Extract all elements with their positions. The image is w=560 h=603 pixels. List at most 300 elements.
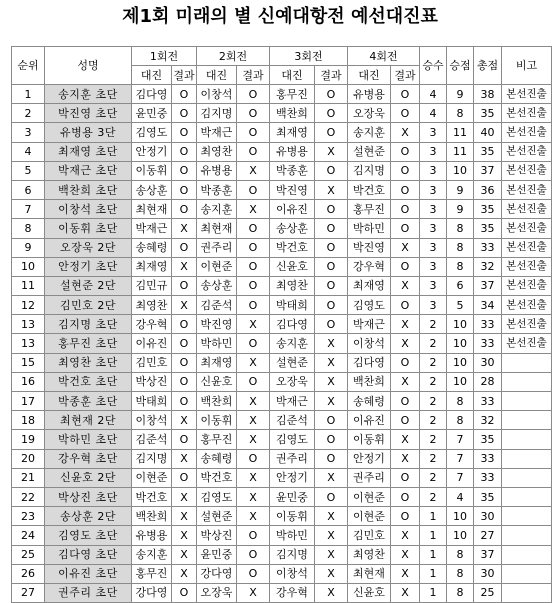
opponent-cell: 박상진 bbox=[197, 526, 237, 545]
result-cell: O bbox=[237, 449, 270, 468]
result-cell: O bbox=[391, 200, 420, 219]
rank-cell: 4 bbox=[12, 142, 45, 161]
result-cell: O bbox=[172, 392, 197, 411]
total-cell: 30 bbox=[474, 564, 502, 583]
opponent-cell: 강우혁 bbox=[270, 583, 315, 602]
header-result: 결과 bbox=[391, 66, 420, 85]
result-cell: O bbox=[172, 161, 197, 180]
result-cell: O bbox=[237, 372, 270, 391]
player-name-cell: 박건호 초단 bbox=[45, 372, 132, 391]
player-name-cell: 이동휘 초단 bbox=[45, 219, 132, 238]
note-cell bbox=[502, 545, 552, 564]
results-table bbox=[11, 46, 552, 603]
wins-cell: 3 bbox=[420, 200, 447, 219]
result-cell: O bbox=[237, 85, 270, 104]
opponent-cell: 이현준 bbox=[132, 468, 172, 487]
note-cell: 본선진출 bbox=[502, 142, 552, 161]
result-cell: O bbox=[315, 104, 348, 123]
total-cell: 32 bbox=[474, 411, 502, 430]
opponent-cell: 김지명 bbox=[132, 449, 172, 468]
result-cell: X bbox=[172, 487, 197, 506]
note-cell: 본선진출 bbox=[502, 123, 552, 142]
note-cell: 본선진출 bbox=[502, 334, 552, 353]
table-row bbox=[12, 430, 552, 449]
table-row bbox=[12, 219, 552, 238]
opponent-cell: 최재영 bbox=[270, 123, 315, 142]
opponent-cell: 이동휘 bbox=[270, 507, 315, 526]
wins-cell: 1 bbox=[420, 583, 447, 602]
rank-cell: 24 bbox=[12, 526, 45, 545]
opponent-cell: 송지훈 bbox=[348, 123, 391, 142]
result-cell: O bbox=[172, 430, 197, 449]
points-cell: 8 bbox=[447, 257, 474, 276]
points-cell: 8 bbox=[447, 545, 474, 564]
table-row bbox=[12, 353, 552, 372]
result-cell: X bbox=[237, 353, 270, 372]
header-name: 성명 bbox=[45, 47, 132, 85]
header-row-top bbox=[12, 47, 552, 66]
opponent-cell: 신윤호 bbox=[197, 372, 237, 391]
result-cell: O bbox=[237, 545, 270, 564]
opponent-cell: 최영찬 bbox=[132, 296, 172, 315]
table-row bbox=[12, 180, 552, 199]
opponent-cell: 유병용 bbox=[197, 161, 237, 180]
rank-cell: 26 bbox=[12, 564, 45, 583]
opponent-cell: 김준석 bbox=[197, 296, 237, 315]
wins-cell: 1 bbox=[420, 545, 447, 564]
result-cell: O bbox=[172, 315, 197, 334]
note-cell: 본선진출 bbox=[502, 161, 552, 180]
points-cell: 8 bbox=[447, 392, 474, 411]
points-cell: 5 bbox=[447, 296, 474, 315]
result-cell: O bbox=[391, 180, 420, 199]
player-name-cell: 박하민 초단 bbox=[45, 430, 132, 449]
opponent-cell: 김민규 bbox=[132, 276, 172, 295]
result-cell: X bbox=[172, 257, 197, 276]
points-cell: 7 bbox=[447, 430, 474, 449]
note-cell bbox=[502, 487, 552, 506]
opponent-cell: 최현재 bbox=[132, 200, 172, 219]
result-cell: O bbox=[315, 238, 348, 257]
opponent-cell: 권주리 bbox=[197, 238, 237, 257]
result-cell: O bbox=[315, 487, 348, 506]
total-cell: 35 bbox=[474, 219, 502, 238]
header-wins: 승수 bbox=[420, 47, 447, 85]
result-cell: X bbox=[391, 564, 420, 583]
opponent-cell: 송상훈 bbox=[132, 180, 172, 199]
result-cell: O bbox=[315, 411, 348, 430]
table-row bbox=[12, 104, 552, 123]
points-cell: 10 bbox=[447, 526, 474, 545]
result-cell: O bbox=[315, 315, 348, 334]
opponent-cell: 김다영 bbox=[348, 353, 391, 372]
points-cell: 7 bbox=[447, 449, 474, 468]
player-name-cell: 신윤호 2단 bbox=[45, 468, 132, 487]
opponent-cell: 송상훈 bbox=[197, 276, 237, 295]
opponent-cell: 김지명 bbox=[270, 545, 315, 564]
total-cell: 33 bbox=[474, 449, 502, 468]
result-cell: X bbox=[391, 334, 420, 353]
result-cell: O bbox=[391, 104, 420, 123]
total-cell: 33 bbox=[474, 334, 502, 353]
note-cell bbox=[502, 430, 552, 449]
result-cell: X bbox=[237, 583, 270, 602]
points-cell: 8 bbox=[447, 238, 474, 257]
result-cell: X bbox=[237, 161, 270, 180]
total-cell: 27 bbox=[474, 526, 502, 545]
wins-cell: 2 bbox=[420, 468, 447, 487]
result-cell: O bbox=[172, 276, 197, 295]
table-row bbox=[12, 200, 552, 219]
total-cell: 32 bbox=[474, 257, 502, 276]
opponent-cell: 이창석 bbox=[132, 411, 172, 430]
player-name-cell: 백찬희 초단 bbox=[45, 180, 132, 199]
result-cell: X bbox=[172, 545, 197, 564]
header-result: 결과 bbox=[172, 66, 197, 85]
result-cell: X bbox=[315, 372, 348, 391]
wins-cell: 1 bbox=[420, 507, 447, 526]
result-cell: O bbox=[237, 334, 270, 353]
player-name-cell: 설현준 2단 bbox=[45, 276, 132, 295]
wins-cell: 2 bbox=[420, 334, 447, 353]
result-cell: X bbox=[391, 372, 420, 391]
player-name-cell: 강우혁 초단 bbox=[45, 449, 132, 468]
rank-cell: 18 bbox=[12, 411, 45, 430]
opponent-cell: 박건호 bbox=[270, 238, 315, 257]
table-row bbox=[12, 296, 552, 315]
points-cell: 11 bbox=[447, 142, 474, 161]
table-row bbox=[12, 276, 552, 295]
table-row bbox=[12, 161, 552, 180]
total-cell: 37 bbox=[474, 545, 502, 564]
opponent-cell: 이창석 bbox=[197, 85, 237, 104]
note-cell bbox=[502, 526, 552, 545]
points-cell: 8 bbox=[447, 564, 474, 583]
result-cell: O bbox=[172, 353, 197, 372]
wins-cell: 2 bbox=[420, 372, 447, 391]
opponent-cell: 박건호 bbox=[348, 180, 391, 199]
rank-cell: 1 bbox=[12, 85, 45, 104]
wins-cell: 2 bbox=[420, 392, 447, 411]
result-cell: O bbox=[391, 507, 420, 526]
opponent-cell: 백찬희 bbox=[270, 104, 315, 123]
rank-cell: 11 bbox=[12, 276, 45, 295]
result-cell: X bbox=[172, 507, 197, 526]
note-cell bbox=[502, 372, 552, 391]
result-cell: X bbox=[172, 526, 197, 545]
result-cell: O bbox=[172, 238, 197, 257]
result-cell: X bbox=[237, 430, 270, 449]
opponent-cell: 최재영 bbox=[348, 276, 391, 295]
result-cell: O bbox=[172, 104, 197, 123]
opponent-cell: 강다영 bbox=[197, 564, 237, 583]
total-cell: 33 bbox=[474, 315, 502, 334]
result-cell: X bbox=[172, 411, 197, 430]
opponent-cell: 최재영 bbox=[132, 257, 172, 276]
opponent-cell: 이동휘 bbox=[348, 430, 391, 449]
result-cell: O bbox=[237, 142, 270, 161]
wins-cell: 4 bbox=[420, 85, 447, 104]
total-cell: 40 bbox=[474, 123, 502, 142]
points-cell: 9 bbox=[447, 180, 474, 199]
note-cell bbox=[502, 583, 552, 602]
points-cell: 8 bbox=[447, 583, 474, 602]
result-cell: X bbox=[172, 449, 197, 468]
points-cell: 8 bbox=[447, 411, 474, 430]
note-cell bbox=[502, 449, 552, 468]
table-row bbox=[12, 583, 552, 602]
result-cell: O bbox=[237, 526, 270, 545]
player-name-cell: 김지명 초단 bbox=[45, 315, 132, 334]
note-cell bbox=[502, 353, 552, 372]
table-row bbox=[12, 449, 552, 468]
result-cell: O bbox=[172, 372, 197, 391]
points-cell: 7 bbox=[447, 468, 474, 487]
result-cell: X bbox=[315, 334, 348, 353]
opponent-cell: 박하민 bbox=[270, 526, 315, 545]
note-cell: 본선진출 bbox=[502, 315, 552, 334]
player-name-cell: 오장욱 2단 bbox=[45, 238, 132, 257]
table-row bbox=[12, 372, 552, 391]
opponent-cell: 이동휘 bbox=[132, 161, 172, 180]
rank-cell: 16 bbox=[12, 372, 45, 391]
header-rank: 순위 bbox=[12, 47, 45, 85]
note-cell bbox=[502, 507, 552, 526]
result-cell: X bbox=[172, 564, 197, 583]
result-cell: O bbox=[391, 392, 420, 411]
result-cell: X bbox=[237, 487, 270, 506]
points-cell: 9 bbox=[447, 85, 474, 104]
opponent-cell: 강우혁 bbox=[348, 257, 391, 276]
opponent-cell: 김영도 bbox=[197, 487, 237, 506]
result-cell: O bbox=[391, 296, 420, 315]
wins-cell: 2 bbox=[420, 449, 447, 468]
total-cell: 33 bbox=[474, 392, 502, 411]
rank-cell: 5 bbox=[12, 161, 45, 180]
opponent-cell: 박재근 bbox=[348, 315, 391, 334]
result-cell: X bbox=[391, 276, 420, 295]
player-name-cell: 김다영 초단 bbox=[45, 545, 132, 564]
table-row bbox=[12, 411, 552, 430]
result-cell: X bbox=[391, 430, 420, 449]
opponent-cell: 김다영 bbox=[132, 85, 172, 104]
points-cell: 10 bbox=[447, 161, 474, 180]
result-cell: O bbox=[315, 85, 348, 104]
opponent-cell: 이현준 bbox=[348, 487, 391, 506]
rank-cell: 15 bbox=[12, 353, 45, 372]
opponent-cell: 송혜령 bbox=[348, 392, 391, 411]
opponent-cell: 설현준 bbox=[348, 142, 391, 161]
result-cell: O bbox=[391, 411, 420, 430]
result-cell: X bbox=[391, 526, 420, 545]
points-cell: 8 bbox=[447, 104, 474, 123]
result-cell: O bbox=[315, 161, 348, 180]
opponent-cell: 박건호 bbox=[132, 487, 172, 506]
result-cell: X bbox=[391, 238, 420, 257]
note-cell: 본선진출 bbox=[502, 296, 552, 315]
wins-cell: 1 bbox=[420, 564, 447, 583]
wins-cell: 3 bbox=[420, 238, 447, 257]
total-cell: 35 bbox=[474, 487, 502, 506]
result-cell: O bbox=[172, 468, 197, 487]
opponent-cell: 송지훈 bbox=[270, 334, 315, 353]
result-cell: X bbox=[391, 449, 420, 468]
total-cell: 37 bbox=[474, 161, 502, 180]
result-cell: O bbox=[172, 334, 197, 353]
table-row bbox=[12, 487, 552, 506]
result-cell: O bbox=[237, 238, 270, 257]
opponent-cell: 김영도 bbox=[132, 123, 172, 142]
results-body bbox=[12, 85, 552, 603]
result-cell: O bbox=[237, 257, 270, 276]
opponent-cell: 강다영 bbox=[132, 583, 172, 602]
rank-cell: 12 bbox=[12, 296, 45, 315]
header-result: 결과 bbox=[315, 66, 348, 85]
total-cell: 35 bbox=[474, 142, 502, 161]
points-cell: 9 bbox=[447, 200, 474, 219]
result-cell: O bbox=[237, 564, 270, 583]
opponent-cell: 이유진 bbox=[132, 334, 172, 353]
opponent-cell: 박건호 bbox=[197, 468, 237, 487]
opponent-cell: 윤민중 bbox=[132, 104, 172, 123]
player-name-cell: 유병용 3단 bbox=[45, 123, 132, 142]
opponent-cell: 김지명 bbox=[197, 104, 237, 123]
total-cell: 35 bbox=[474, 430, 502, 449]
player-name-cell: 권주리 초단 bbox=[45, 583, 132, 602]
result-cell: O bbox=[237, 104, 270, 123]
result-cell: O bbox=[315, 200, 348, 219]
opponent-cell: 박상진 bbox=[132, 372, 172, 391]
table-row bbox=[12, 257, 552, 276]
table-row bbox=[12, 468, 552, 487]
opponent-cell: 이현준 bbox=[348, 507, 391, 526]
rank-cell: 17 bbox=[12, 392, 45, 411]
wins-cell: 2 bbox=[420, 353, 447, 372]
header-round-4: 4회전 bbox=[348, 47, 420, 66]
result-cell: O bbox=[172, 200, 197, 219]
wins-cell: 3 bbox=[420, 257, 447, 276]
wins-cell: 3 bbox=[420, 161, 447, 180]
opponent-cell: 김민호 bbox=[348, 526, 391, 545]
points-cell: 10 bbox=[447, 353, 474, 372]
wins-cell: 3 bbox=[420, 142, 447, 161]
table-row bbox=[12, 315, 552, 334]
opponent-cell: 백찬희 bbox=[132, 507, 172, 526]
table-row bbox=[12, 334, 552, 353]
result-cell: X bbox=[391, 545, 420, 564]
note-cell: 본선진출 bbox=[502, 85, 552, 104]
table-row bbox=[12, 142, 552, 161]
opponent-cell: 유병용 bbox=[270, 142, 315, 161]
points-cell: 10 bbox=[447, 334, 474, 353]
opponent-cell: 최재영 bbox=[197, 353, 237, 372]
note-cell bbox=[502, 411, 552, 430]
opponent-cell: 송상훈 bbox=[270, 219, 315, 238]
note-cell: 본선진출 bbox=[502, 104, 552, 123]
rank-cell: 7 bbox=[12, 200, 45, 219]
rank-cell: 2 bbox=[12, 104, 45, 123]
result-cell: O bbox=[391, 161, 420, 180]
total-cell: 35 bbox=[474, 200, 502, 219]
rank-cell: 9 bbox=[12, 238, 45, 257]
result-cell: X bbox=[315, 545, 348, 564]
player-name-cell: 김영도 초단 bbox=[45, 526, 132, 545]
opponent-cell: 김다영 bbox=[270, 315, 315, 334]
opponent-cell: 이유진 bbox=[348, 411, 391, 430]
opponent-cell: 윤민중 bbox=[197, 545, 237, 564]
total-cell: 30 bbox=[474, 353, 502, 372]
wins-cell: 2 bbox=[420, 315, 447, 334]
opponent-cell: 최현재 bbox=[197, 219, 237, 238]
opponent-cell: 홍무진 bbox=[270, 85, 315, 104]
header-points: 승점 bbox=[447, 47, 474, 85]
opponent-cell: 송혜령 bbox=[197, 449, 237, 468]
total-cell: 28 bbox=[474, 372, 502, 391]
result-cell: O bbox=[391, 353, 420, 372]
result-cell: O bbox=[237, 180, 270, 199]
opponent-cell: 신윤호 bbox=[348, 583, 391, 602]
result-cell: O bbox=[315, 257, 348, 276]
header-opponent: 대진 bbox=[348, 66, 391, 85]
result-cell: X bbox=[237, 507, 270, 526]
table-row bbox=[12, 564, 552, 583]
result-cell: O bbox=[237, 219, 270, 238]
result-cell: X bbox=[315, 392, 348, 411]
opponent-cell: 윤민중 bbox=[270, 487, 315, 506]
wins-cell: 3 bbox=[420, 219, 447, 238]
player-name-cell: 최재영 초단 bbox=[45, 142, 132, 161]
opponent-cell: 강우혁 bbox=[132, 315, 172, 334]
result-cell: O bbox=[391, 85, 420, 104]
result-cell: X bbox=[315, 142, 348, 161]
rank-cell: 10 bbox=[12, 257, 45, 276]
note-cell: 본선진출 bbox=[502, 257, 552, 276]
opponent-cell: 이창석 bbox=[270, 564, 315, 583]
result-cell: X bbox=[391, 315, 420, 334]
opponent-cell: 김민호 bbox=[132, 353, 172, 372]
header-total: 총점 bbox=[474, 47, 502, 85]
opponent-cell: 김영도 bbox=[348, 296, 391, 315]
wins-cell: 3 bbox=[420, 180, 447, 199]
wins-cell: 3 bbox=[420, 296, 447, 315]
table-row bbox=[12, 238, 552, 257]
table-row bbox=[12, 392, 552, 411]
opponent-cell: 이현준 bbox=[197, 257, 237, 276]
player-name-cell: 안정기 초단 bbox=[45, 257, 132, 276]
opponent-cell: 오장욱 bbox=[270, 372, 315, 391]
opponent-cell: 안정기 bbox=[348, 449, 391, 468]
total-cell: 38 bbox=[474, 85, 502, 104]
result-cell: X bbox=[237, 200, 270, 219]
wins-cell: 2 bbox=[420, 430, 447, 449]
player-name-cell: 송상훈 2단 bbox=[45, 507, 132, 526]
opponent-cell: 박진영 bbox=[270, 180, 315, 199]
result-cell: O bbox=[391, 257, 420, 276]
wins-cell: 1 bbox=[420, 526, 447, 545]
result-cell: O bbox=[391, 468, 420, 487]
opponent-cell: 백찬희 bbox=[197, 392, 237, 411]
total-cell: 33 bbox=[474, 468, 502, 487]
opponent-cell: 설현준 bbox=[270, 353, 315, 372]
wins-cell: 2 bbox=[420, 487, 447, 506]
note-cell bbox=[502, 468, 552, 487]
wins-cell: 3 bbox=[420, 276, 447, 295]
opponent-cell: 박재근 bbox=[132, 219, 172, 238]
opponent-cell: 박태희 bbox=[132, 392, 172, 411]
points-cell: 4 bbox=[447, 487, 474, 506]
note-cell bbox=[502, 564, 552, 583]
rank-cell: 6 bbox=[12, 180, 45, 199]
